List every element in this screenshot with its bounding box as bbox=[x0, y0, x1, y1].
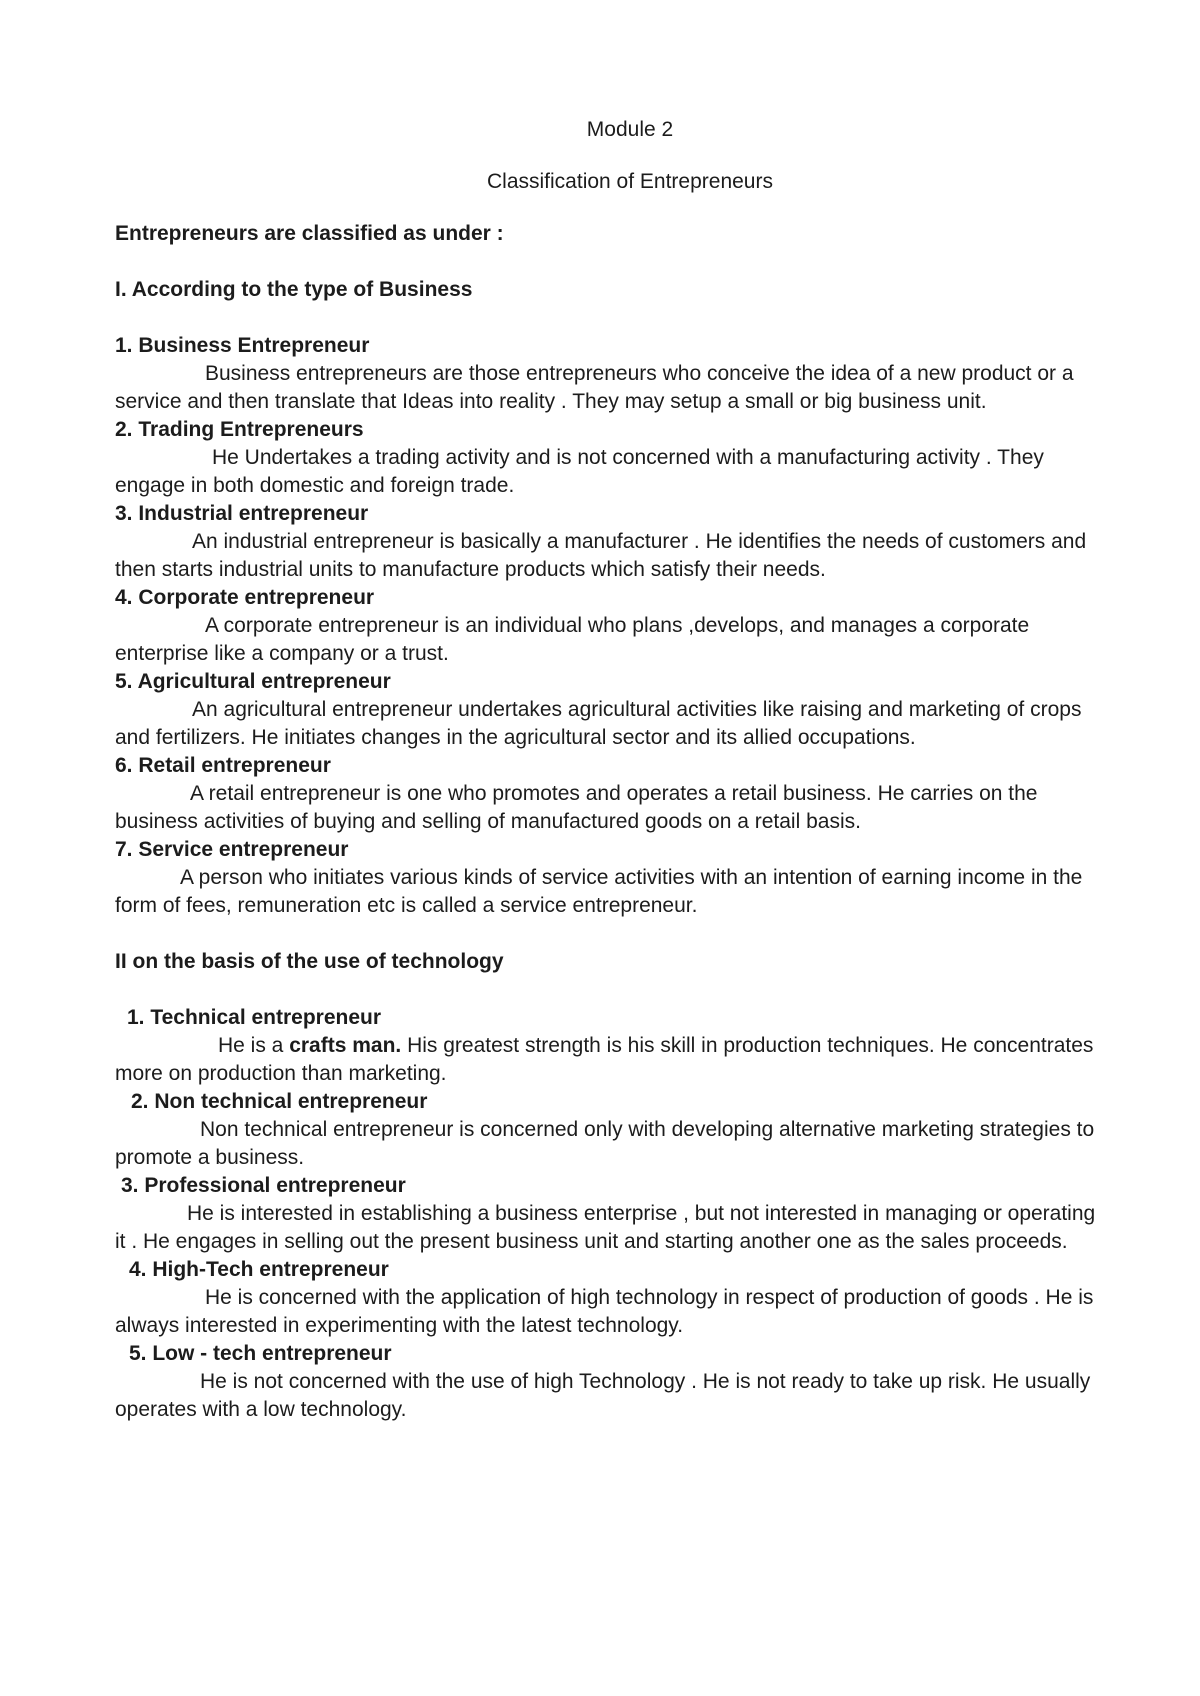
item-heading: 1. Technical entrepreneur bbox=[127, 1006, 382, 1029]
item-heading: 1. Business Entrepreneur bbox=[115, 334, 370, 357]
item-heading: 2. Trading Entrepreneurs bbox=[115, 418, 364, 441]
item-heading: 5. Agricultural entrepreneur bbox=[115, 670, 391, 693]
item-heading: 6. Retail entrepreneur bbox=[115, 754, 331, 777]
section-heading-technology: II on the basis of the use of technology bbox=[115, 950, 504, 973]
list-item bbox=[115, 500, 1100, 584]
item-heading: 3. Industrial entrepreneur bbox=[115, 502, 369, 525]
item-body: He is concerned with the application of high technology in respect of production of goods . He is always interested in experimenting with the latest technology. bbox=[115, 1286, 1094, 1337]
item-body: A corporate entrepreneur is an individual who plans ,develops, and manages a corporate enterprise like a company or a trust. bbox=[115, 614, 1030, 665]
intro-text: Entrepreneurs are classified as under : bbox=[115, 222, 504, 245]
list-item bbox=[115, 752, 1100, 836]
item-body: He is a crafts man. His greatest strength is his skill in production techniques. He concentrates more on production than marketing. bbox=[115, 1034, 1094, 1085]
item-heading: 7. Service entrepreneur bbox=[115, 838, 349, 861]
item-body: He Undertakes a trading activity and is not concerned with a manufacturing activity . They engage in both domestic and foreign trade. bbox=[115, 446, 1044, 497]
item-body: A retail entrepreneur is one who promotes and operates a retail business. He carries on the business activities of buying and selling of manufactured goods on a retail basis. bbox=[115, 782, 1038, 833]
item-body: A person who initiates various kinds of service activities with an intention of earning income in the form of fees, remuneration etc is called a service entrepreneur. bbox=[115, 866, 1083, 917]
list-item bbox=[115, 1172, 1100, 1256]
item-heading: 4. High-Tech entrepreneur bbox=[129, 1258, 389, 1281]
item-heading: 5. Low - tech entrepreneur bbox=[129, 1342, 392, 1365]
section-heading-business-type: I. According to the type of Business bbox=[115, 278, 473, 301]
item-body: An industrial entrepreneur is basically a manufacturer . He identifies the needs of customers and then starts industrial units to manufacture products which satisfy their needs. bbox=[115, 530, 1087, 581]
document-page bbox=[115, 116, 1100, 1424]
item-body: Business entrepreneurs are those entrepreneurs who conceive the idea of a new product or a service and then translate that Ideas into reality . They may setup a small or big business unit. bbox=[115, 362, 1074, 413]
item-body: An agricultural entrepreneur undertakes agricultural activities like raising and marketing of crops and fertilizers. He initiates changes in the agricultural sector and its allied occupations. bbox=[115, 698, 1082, 749]
item-body: Non technical entrepreneur is concerned only with developing alternative marketing strategies to promote a business. bbox=[115, 1118, 1095, 1169]
list-item bbox=[115, 332, 1100, 416]
list-item bbox=[115, 1004, 1100, 1088]
list-item bbox=[115, 1256, 1100, 1340]
document-title: Classification of Entrepreneurs bbox=[487, 170, 773, 193]
item-heading: 2. Non technical entrepreneur bbox=[131, 1090, 428, 1113]
list-item bbox=[115, 416, 1100, 500]
item-body: He is not concerned with the use of high Technology . He is not ready to take up risk. He usually operates with a low technology. bbox=[115, 1370, 1091, 1421]
list-item bbox=[115, 1340, 1100, 1424]
list-item bbox=[115, 584, 1100, 668]
list-item bbox=[115, 668, 1100, 752]
item-body: He is interested in establishing a business enterprise , but not interested in managing or operating it . He engages in selling out the present business unit and starting another one as the sales proceeds. bbox=[115, 1202, 1096, 1253]
item-heading: 4. Corporate entrepreneur bbox=[115, 586, 375, 609]
list-item bbox=[115, 1088, 1100, 1172]
list-item bbox=[115, 836, 1100, 920]
emphasis-text: crafts man. bbox=[289, 1034, 402, 1057]
module-label: Module 2 bbox=[586, 118, 674, 141]
item-heading: 3. Professional entrepreneur bbox=[121, 1174, 406, 1197]
